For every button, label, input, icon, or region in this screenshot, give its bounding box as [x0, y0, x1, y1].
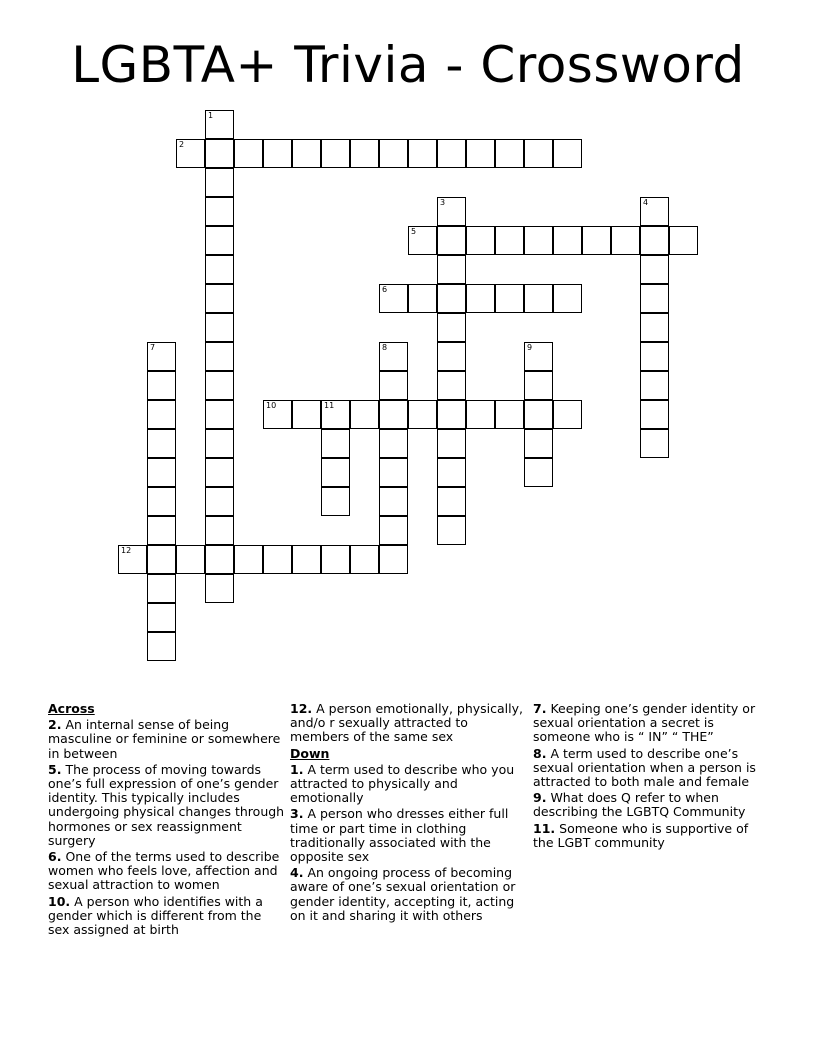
grid-cell[interactable]: [205, 255, 234, 284]
clue-across-12: [290, 702, 526, 745]
grid-cell[interactable]: [321, 429, 350, 458]
grid-cell[interactable]: [437, 429, 466, 458]
clue-text: A person who dresses either full time or part time in clothing traditionally associated with the opposite sex: [290, 806, 509, 865]
clue-across-5: [48, 763, 286, 848]
grid-cell[interactable]: [350, 400, 379, 429]
grid-cell[interactable]: [640, 342, 669, 371]
grid-cell[interactable]: [379, 487, 408, 516]
grid-cell[interactable]: [205, 110, 234, 139]
grid-cell[interactable]: [205, 197, 234, 226]
grid-cell[interactable]: [205, 516, 234, 545]
grid-cell[interactable]: [379, 371, 408, 400]
grid-cell[interactable]: [205, 400, 234, 429]
grid-cell[interactable]: [408, 284, 437, 313]
clue-number: 4.: [290, 865, 304, 881]
grid-cell[interactable]: [437, 255, 466, 284]
grid-cell[interactable]: [437, 516, 466, 545]
grid-cell[interactable]: [292, 545, 321, 574]
grid-cell[interactable]: [205, 545, 234, 574]
grid-cell[interactable]: [263, 400, 292, 429]
grid-cell[interactable]: [350, 139, 379, 168]
grid-cell[interactable]: [553, 400, 582, 429]
cell-number: 9: [527, 343, 533, 352]
grid-cell[interactable]: [176, 545, 205, 574]
grid-cell[interactable]: [524, 429, 553, 458]
grid-cell[interactable]: [408, 226, 437, 255]
grid-cell[interactable]: [495, 226, 524, 255]
clue-text: A term used to describe who you attracted to physically and emotionally: [290, 761, 515, 806]
grid-cell[interactable]: [553, 139, 582, 168]
grid-cell[interactable]: [466, 139, 495, 168]
clue-across-6: [48, 850, 286, 893]
clue-down-4: [290, 866, 526, 923]
clue-text: An ongoing process of becoming aware of one’s sexual orientation or gender identity, accepting it, acting on it and sharing it with others: [290, 865, 516, 923]
grid-cell[interactable]: [437, 284, 466, 313]
grid-cell[interactable]: [524, 284, 553, 313]
clues-column-3: [533, 702, 769, 852]
cell-number: 10: [266, 401, 277, 410]
grid-cell[interactable]: [437, 458, 466, 487]
grid-cell[interactable]: [524, 342, 553, 371]
grid-cell[interactable]: [669, 226, 698, 255]
grid-cell[interactable]: [437, 400, 466, 429]
clue-number: 8.: [533, 745, 547, 761]
clue-text: A person emotionally, physically, and/o r sexually attracted to members of the same sex: [290, 701, 523, 745]
grid-cell[interactable]: [640, 255, 669, 284]
grid-cell[interactable]: [379, 545, 408, 574]
grid-cell[interactable]: [292, 139, 321, 168]
grid-cell[interactable]: [466, 284, 495, 313]
grid-cell[interactable]: [640, 371, 669, 400]
grid-cell[interactable]: [234, 139, 263, 168]
grid-cell[interactable]: [147, 603, 176, 632]
clue-text: Someone who is supportive of the LGBT community: [533, 820, 749, 850]
grid-cell[interactable]: [205, 429, 234, 458]
clue-number: 1.: [290, 761, 304, 777]
clue-text: A term used to describe one’s sexual orientation when a person is attracted to both male and female: [533, 745, 756, 790]
clue-text: One of the terms used to describe women who feels love, affection and sexual attraction to women: [48, 849, 280, 893]
grid-cell[interactable]: [437, 371, 466, 400]
clue-across-10: [48, 895, 286, 938]
grid-cell[interactable]: [408, 400, 437, 429]
grid-cell[interactable]: [379, 516, 408, 545]
cell-number: 3: [440, 198, 446, 207]
down-heading: Down: [290, 745, 330, 761]
grid-cell[interactable]: [640, 284, 669, 313]
clue-text: The process of moving towards one’s full expression of one’s gender identity. This typically includes undergoing physical changes through hormones or sex reassignment surgery: [48, 761, 285, 848]
grid-cell[interactable]: [640, 226, 669, 255]
grid-cell[interactable]: [524, 400, 553, 429]
grid-cell[interactable]: [205, 168, 234, 197]
clue-number: 6.: [48, 849, 62, 865]
grid-cell[interactable]: [263, 139, 292, 168]
across-heading: Across: [48, 701, 95, 716]
grid-cell[interactable]: [263, 545, 292, 574]
grid-cell[interactable]: [466, 400, 495, 429]
grid-cell[interactable]: [379, 139, 408, 168]
grid-cell[interactable]: [205, 226, 234, 255]
grid-cell[interactable]: [176, 139, 205, 168]
cell-number: 12: [121, 546, 132, 555]
cell-number: 5: [411, 227, 417, 236]
grid-cell[interactable]: [437, 139, 466, 168]
grid-cell[interactable]: [205, 487, 234, 516]
clue-down-7: [533, 702, 769, 745]
clue-down-9: [533, 791, 769, 819]
clue-number: 12.: [290, 701, 313, 716]
clue-number: 9.: [533, 790, 547, 806]
grid-cell[interactable]: [582, 226, 611, 255]
clue-text: An internal sense of being masculine or feminine or somewhere in between: [48, 717, 281, 761]
grid-cell[interactable]: [147, 400, 176, 429]
grid-cell[interactable]: [553, 284, 582, 313]
grid-cell[interactable]: [640, 313, 669, 342]
grid-cell[interactable]: [379, 400, 408, 429]
clue-number: 11.: [533, 820, 556, 836]
clue-down-1: [290, 763, 526, 806]
grid-cell[interactable]: [524, 139, 553, 168]
page-title: LGBTA+ Trivia - Crossword: [71, 36, 745, 94]
grid-cell[interactable]: [205, 284, 234, 313]
grid-cell[interactable]: [524, 371, 553, 400]
grid-cell[interactable]: [205, 313, 234, 342]
grid-cell[interactable]: [205, 342, 234, 371]
cell-number: 2: [179, 140, 185, 149]
clues-column-1: [48, 702, 286, 939]
grid-cell[interactable]: [379, 458, 408, 487]
clue-number: 7.: [533, 701, 547, 716]
clue-text: Keeping one’s gender identity or sexual orientation a secret is someone who is “ IN” “ THE”: [533, 701, 756, 745]
grid-cell[interactable]: [437, 342, 466, 371]
grid-cell[interactable]: [321, 139, 350, 168]
grid-cell[interactable]: [495, 400, 524, 429]
grid-cell[interactable]: [321, 487, 350, 516]
cell-number: 8: [382, 343, 388, 352]
grid-cell[interactable]: [147, 487, 176, 516]
grid-cell[interactable]: [640, 429, 669, 458]
grid-cell[interactable]: [553, 226, 582, 255]
grid-cell[interactable]: [495, 139, 524, 168]
grid-cell[interactable]: [205, 139, 234, 168]
grid-cell[interactable]: [524, 226, 553, 255]
grid-cell[interactable]: [321, 400, 350, 429]
grid-cell[interactable]: [437, 197, 466, 226]
clue-number: 3.: [290, 806, 304, 822]
clue-number: 5.: [48, 761, 62, 777]
clue-number: 2.: [48, 717, 62, 733]
grid-cell[interactable]: [379, 429, 408, 458]
cell-number: 6: [382, 285, 388, 294]
grid-cell[interactable]: [147, 574, 176, 603]
grid-cell[interactable]: [147, 545, 176, 574]
grid-cell[interactable]: [437, 487, 466, 516]
grid-cell[interactable]: [147, 371, 176, 400]
grid-cell[interactable]: [640, 197, 669, 226]
grid-cell[interactable]: [147, 516, 176, 545]
clue-number: 10.: [48, 893, 71, 909]
grid-cell[interactable]: [147, 342, 176, 371]
clue-down-11: [533, 822, 769, 850]
clue-down-8: [533, 747, 769, 790]
clue-down-3: [290, 807, 526, 864]
grid-cell[interactable]: [205, 371, 234, 400]
grid-cell[interactable]: [437, 226, 466, 255]
grid-cell[interactable]: [292, 400, 321, 429]
grid-cell[interactable]: [640, 400, 669, 429]
grid-cell[interactable]: [234, 545, 263, 574]
grid-cell[interactable]: [466, 226, 495, 255]
grid-cell[interactable]: [147, 632, 176, 661]
cell-number: 11: [324, 401, 335, 410]
grid-cell[interactable]: [379, 342, 408, 371]
grid-cell[interactable]: [147, 458, 176, 487]
clue-across-2: [48, 718, 286, 761]
clue-text: What does Q refer to when describing the LGBTQ Community: [533, 790, 746, 820]
grid-cell[interactable]: [379, 284, 408, 313]
cell-number: 1: [208, 111, 214, 120]
grid-cell[interactable]: [350, 545, 379, 574]
cell-number: 4: [643, 198, 649, 207]
grid-cell[interactable]: [611, 226, 640, 255]
grid-cell[interactable]: [205, 458, 234, 487]
grid-cell[interactable]: [205, 574, 234, 603]
cell-number: 7: [150, 343, 156, 352]
grid-cell[interactable]: [408, 139, 437, 168]
grid-cell[interactable]: [147, 429, 176, 458]
grid-cell[interactable]: [118, 545, 147, 574]
grid-cell[interactable]: [321, 545, 350, 574]
grid-cell[interactable]: [524, 458, 553, 487]
grid-cell[interactable]: [321, 458, 350, 487]
grid-cell[interactable]: [495, 284, 524, 313]
grid-cell[interactable]: [437, 313, 466, 342]
clue-text: A person who identifies with a gender which is different from the sex assigned at birth: [48, 893, 263, 938]
clues-column-2: [290, 702, 526, 925]
